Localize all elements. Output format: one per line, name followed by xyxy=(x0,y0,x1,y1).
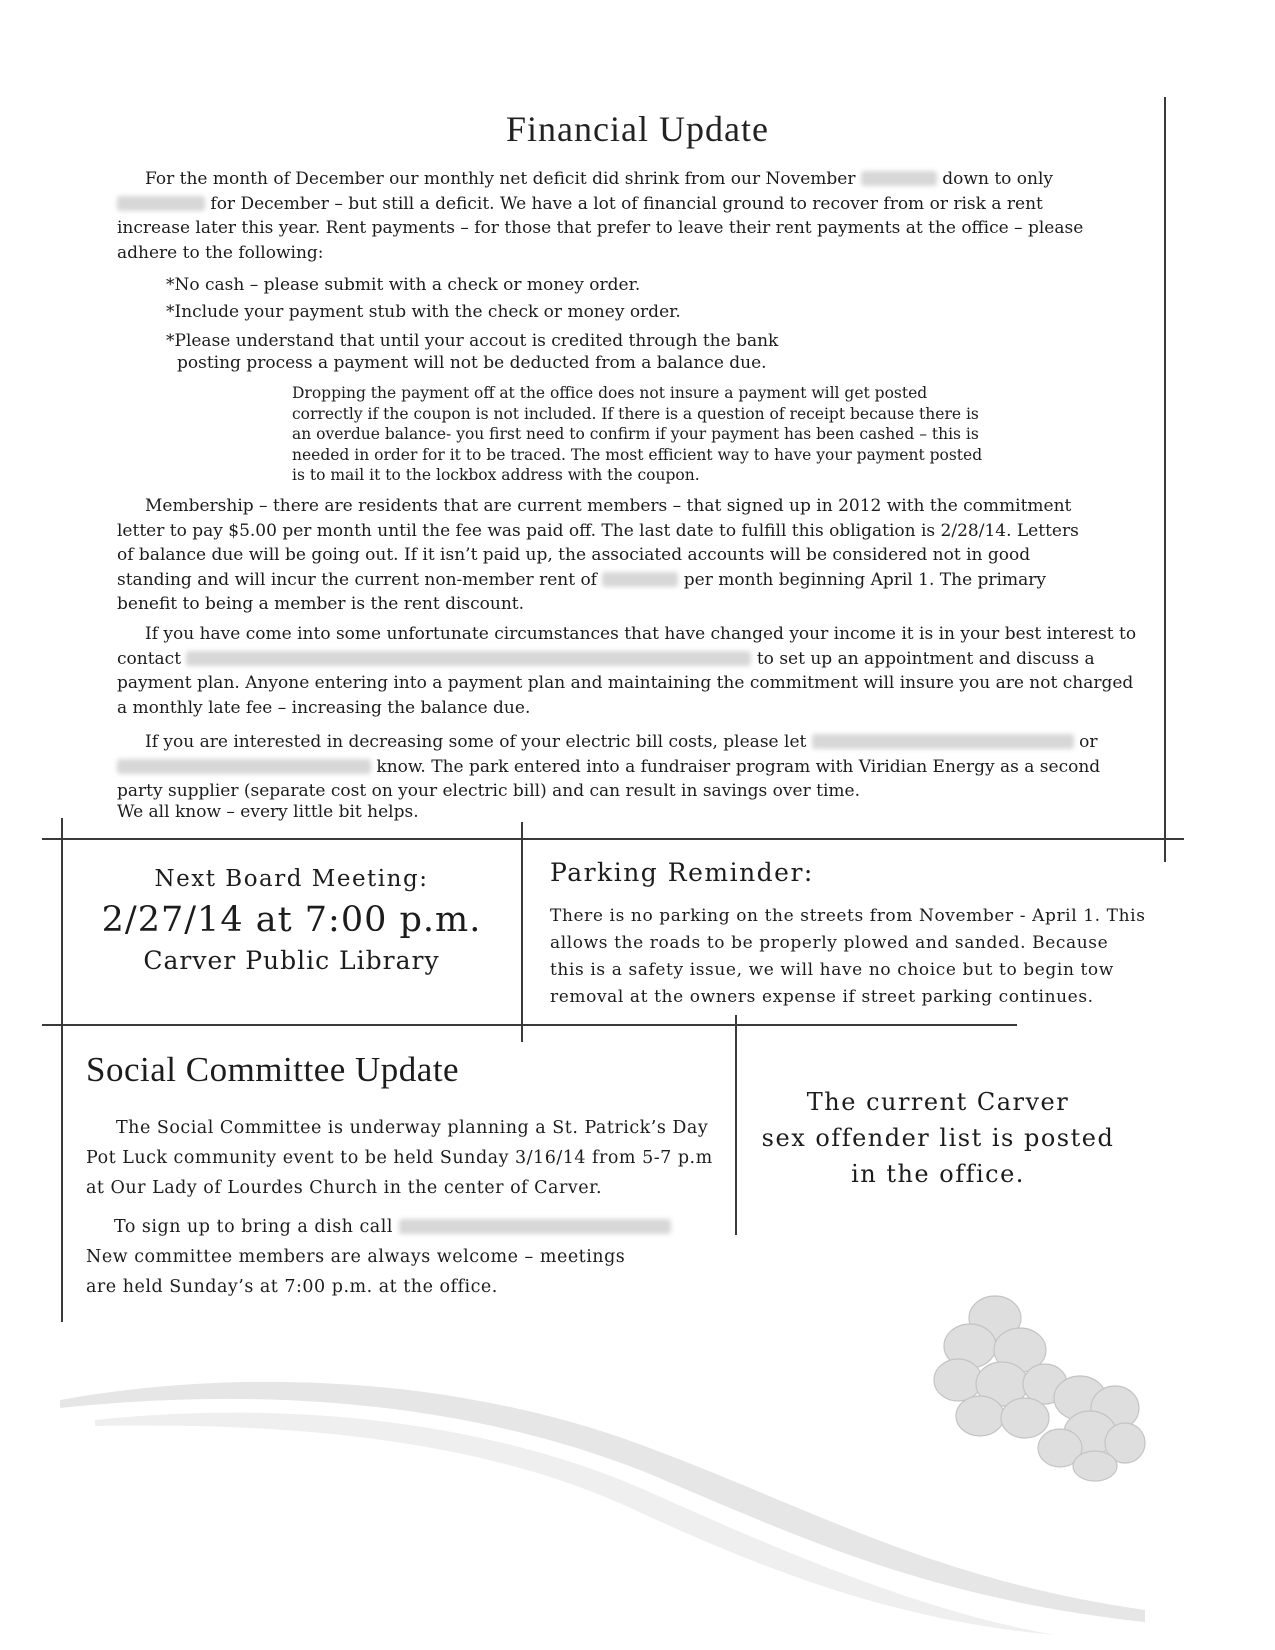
social-signup-text: To sign up to bring a dish call xyxy=(114,1217,393,1237)
offender-line-1: The current Carver xyxy=(806,1088,1070,1116)
redacted-amount xyxy=(602,572,678,587)
center-vertical-rule xyxy=(521,822,523,1042)
offender-notice xyxy=(737,1084,1139,1192)
financial-paragraph-electric xyxy=(117,730,1147,804)
redacted-contact xyxy=(812,734,1074,749)
hardship-text-b: to set up an appointment and discuss a payment plan. Anyone entering into a payment plan and maintaining the commitment will insure you are not charged a monthly late fee – increasing the balance due. xyxy=(117,648,1134,718)
bullet-bank-posting-cont: posting process a payment will not be deducted from a balance due. xyxy=(177,353,767,373)
financial-p1-text-c: for December – but still a deficit. We have a lot of financial ground to recover from or risk a rent increase later this year. Rent payments – for those that prefer to leave their rent payments at the office – please adhere to the following: xyxy=(117,193,1084,263)
offender-line-2: sex offender list is posted xyxy=(761,1124,1115,1152)
bullet-bank-posting: *Please understand that until your accout is credited through the bank xyxy=(166,331,779,351)
financial-paragraph-hardship xyxy=(117,622,1137,720)
redacted-contact xyxy=(117,759,371,774)
electric-text-b: or xyxy=(1079,732,1098,752)
bullet-no-cash: *No cash – please submit with a check or money order. xyxy=(166,275,641,295)
membership-text-a: Membership – there are residents that are current members – that signed up in 2012 with the commitment letter to pay $5.00 per month until the fee was paid off. The last date to fulfill this obligation is 2/28/14. Letters of balance due will be going out. If it isn’t paid up, the associated accounts will be considered not in good standing and will incur the current non-member rent of xyxy=(117,496,1079,590)
bullet-payment-stub: *Include your payment stub with the check or money order. xyxy=(166,302,681,322)
redacted-amount xyxy=(117,196,205,211)
redacted-contact xyxy=(186,651,751,666)
electric-text-c: know. The park entered into a fundraiser program with Viridian Energy as a second party supplier (separate cost on your electric bill) and can result in savings over time. xyxy=(117,756,1101,801)
right-vertical-rule xyxy=(1164,97,1166,862)
social-title: Social Committee Update xyxy=(86,1050,460,1089)
parking-body: There is no parking on the streets from November - April 1. This allows the roads to be properly plowed and sanded. Because this is a safety issue, we will have no choice but to begin tow removal at the owners expense if street parking continues. xyxy=(550,906,1146,1007)
social-paragraph-1: The Social Committee is underway planning a St. Patrick’s Day Pot Luck community event to be held Sunday 3/16/14 from 5-7 p.m at Our Lady of Lourdes Church in the center of Carver. xyxy=(86,1118,713,1198)
membership-text-b: per month beginning April 1. The primary benefit to being a member is the rent discount. xyxy=(117,569,1046,614)
financial-p1-text-a: For the month of December our monthly net deficit did shrink from our November xyxy=(145,169,856,189)
payment-note: Dropping the payment off at the office does not insure a payment will get posted correctly if the coupon is not included. If there is a question of receipt because there is an overdue balance- you first need to confirm if your payment has been cashed – this is needed in order for it to be traced. The most efficient way to have your payment posted is to mail it to the lockbox address with the coupon. xyxy=(292,384,983,484)
social-meeting-text: are held Sunday’s at 7:00 p.m. at the office. xyxy=(86,1277,498,1297)
redacted-amount xyxy=(861,171,937,186)
redacted-contact xyxy=(399,1219,671,1234)
meeting-date: 2/27/14 at 7:00 p.m. xyxy=(101,900,482,940)
hardship-text-a: If you have come into some unfortunate circumstances that have changed your income it is in your best interest to contact xyxy=(117,624,1137,669)
financial-paragraph-1 xyxy=(117,167,1092,265)
parking-reminder-box xyxy=(550,858,1148,1011)
pinecone-icon xyxy=(930,1288,1150,1483)
social-paragraph-2 xyxy=(86,1212,726,1302)
social-welcome-text: New committee members are always welcome – meetings xyxy=(86,1247,626,1267)
board-meeting-box xyxy=(62,866,521,975)
financial-paragraph-membership xyxy=(117,494,1092,617)
financial-title: Financial Update xyxy=(506,109,769,149)
meeting-place: Carver Public Library xyxy=(143,946,440,975)
electric-text-a: If you are interested in decreasing some of your electric bill costs, please let xyxy=(145,732,807,752)
mid-horizontal-rule xyxy=(42,838,1184,840)
parking-title: Parking Reminder: xyxy=(550,858,814,887)
electric-closing: We all know – every little bit helps. xyxy=(117,802,419,822)
lower-horizontal-rule xyxy=(42,1024,1017,1026)
meeting-label: Next Board Meeting: xyxy=(154,866,429,892)
offender-line-3: in the office. xyxy=(851,1160,1025,1188)
financial-p1-text-b: down to only xyxy=(942,169,1054,189)
